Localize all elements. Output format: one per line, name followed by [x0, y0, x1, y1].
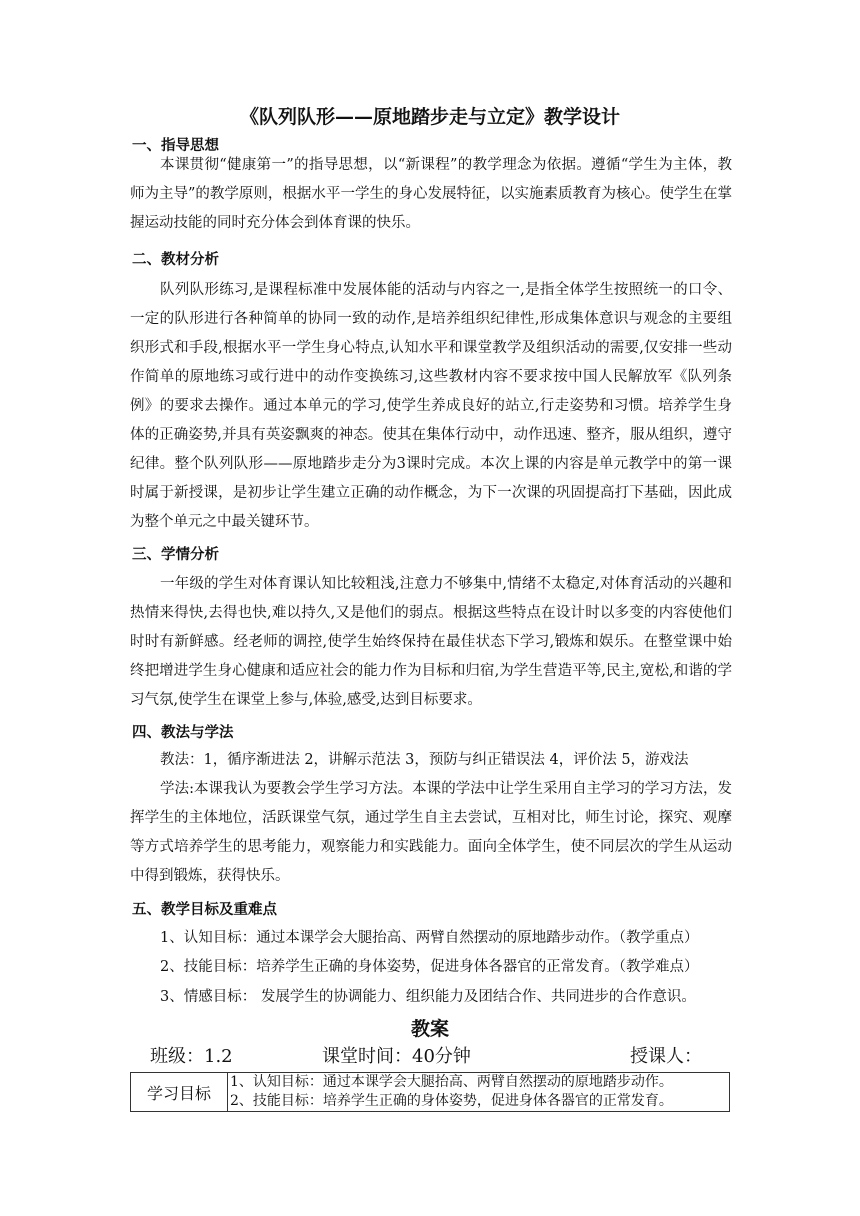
class-time-label: 课堂时间：40分钟	[322, 1046, 471, 1067]
section-paragraph: 教法：1，循序渐进法 2，讲解示范法 3，预防与纠正错误法 4，评价法 5，游戏法	[160, 752, 689, 768]
section-paragraph: 一年级的学生对体育课认知比较粗浅,注意力不够集中,情绪不太稳定,对体育活动的兴趣和热情来得快,去得也快,难以持久,又是他们的弱点。根据这些特点在设计时以多变的内容使他们时时有新鲜感。经老师的调控,使学生始终保持在最佳状态下学习,锻炼和娱乐。在整堂课中始终把增进学生身心健康和适应社会的能力作为目标和归宿,为学生营造平等,民主,宽松,和谐的学习气氛,使学生在课堂上参与,体验,感受,达到目标要求。	[130, 576, 732, 708]
lesson-plan-meta	[150, 1044, 730, 1070]
section-heading-objectives: 五、教学目标及重难点	[132, 902, 277, 918]
table-row	[131, 1073, 730, 1112]
table-line: 2、技能目标：培养学生正确的身体姿势，促进身体各器官的正常发育。	[230, 1093, 673, 1109]
section-paragraph: 本课贯彻“健康第一”的指导思想，以“新课程”的教学理念为依据。遵循“学生为主体，教师为主导”的教学原则，根据水平一学生的身心发展特征，以实施素质教育为核心。使学生在掌握运动技能的同时充分体会到体育课的快乐。	[130, 157, 732, 231]
section-paragraph: 学法:本课我认为要教会学生学习方法。本课的学法中让学生采用自主学习的学习方法，发挥学生的主体地位，活跃课堂气氛，通过学生自主去尝试，互相对比，师生讨论，探究、观摩等方式培养学生的思考能力，观察能力和实践能力。面向全体学生，使不同层次的学生从运动中得到锻炼，获得快乐。	[130, 781, 732, 884]
objective-item: 1、认知目标：通过本课学会大腿抬高、两臂自然摆动的原地踏步动作。（教学重点）	[160, 930, 699, 946]
lesson-plan-title: 教案	[410, 1018, 449, 1040]
document-title: 《队列队形——原地踏步走与立定》教学设计	[239, 106, 620, 128]
table-row-content	[228, 1073, 730, 1112]
section-heading-guiding-ideology: 一、指导思想	[132, 138, 219, 154]
table-line: 1、认知目标：通过本课学会大腿抬高、两臂自然摆动的原地踏步动作。	[230, 1074, 673, 1090]
table-row-label: 学习目标	[131, 1073, 228, 1112]
section-heading-material-analysis: 二、教材分析	[132, 252, 219, 268]
section-paragraph: 队列队形练习,是课程标准中发展体能的活动与内容之一,是指全体学生按照统一的口令、一定的队形进行各种简单的协同一致的动作,是培养组织纪律性,形成集体意识与观念的主要组织形式和手段,根据水平一学生身心特点,认知水平和课堂教学及组织活动的需要,仅安排一些动作简单的原地练习或行进中的动作变换练习,这些教材内容不要求按中国人民解放军《队列条例》的要求去操作。通过本单元的学习,使学生养成良好的站立,行走姿势和习惯。培养学生身体的正确姿势,并具有英姿飘爽的神态。使其在集体行动中，动作迅速、整齐，服从组织，遵守纪律。整个队列队形——原地踏步走分为3课时完成。本次上课的内容是单元教学中的第一课时属于新授课，是初步让学生建立正确的动作概念，为下一次课的巩固提高打下基础，因此成为整个单元之中最关键环节。	[130, 282, 732, 530]
section-heading-methods: 四、教法与学法	[132, 725, 234, 741]
class-label: 班级：1.2	[150, 1046, 233, 1067]
teacher-label: 授课人：	[630, 1046, 702, 1067]
objective-item: 3、情感目标： 发展学生的协调能力、组织能力及团结合作、共同进步的合作意识。	[160, 989, 696, 1005]
objective-item: 2、技能目标：培养学生正确的身体姿势，促进身体各器官的正常发育。（教学难点）	[160, 959, 699, 975]
section-heading-student-analysis: 三、学情分析	[132, 547, 219, 563]
lesson-plan-table	[130, 1072, 730, 1112]
